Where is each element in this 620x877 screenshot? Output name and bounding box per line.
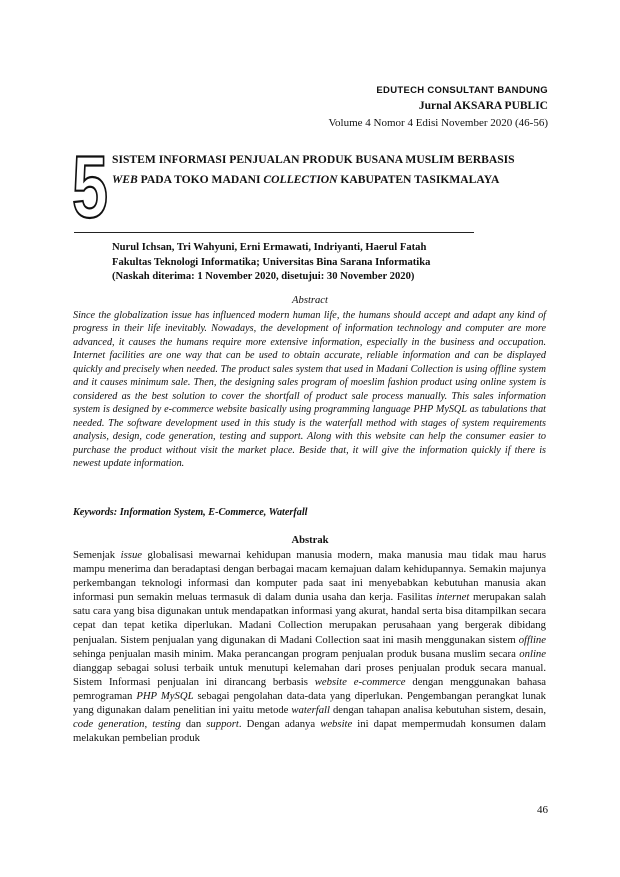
abstrak-italic: internet bbox=[436, 591, 470, 604]
abstrak-text: dengan menggunakan bahasa pemrograman bbox=[73, 675, 546, 702]
abstrak-text: dengan tahapan analisa kebutuhan sistem, desain, bbox=[330, 704, 547, 717]
title-divider bbox=[74, 232, 474, 233]
abstract-heading: Abstract bbox=[292, 295, 328, 306]
volume-info: Volume 4 Nomor 4 Edisi November 2020 (46-56) bbox=[328, 117, 548, 129]
abstract-english: Since the globalization issue has influenced modern human life, the humans should accept and adapt any kind of progress in their life inevitably. Nowadays, the development of information technology and computer are more advanced, it causes the humans require more extensive information, especially in the business and occupation. Internet facilities are one way that can be used to obtain accurate, reliable information and can be displayed quickly and precisely when needed. The product sales system that used in Madani Collection is using offline system and it causes minimum sale. Then, the designing sales program of moeslim fashion product using online system is considered as the best solution to cover the shortfall of product sale process manually. This sales information system is designed by e-commerce website basically using programming language PHP MySQL as tabulations that needed. The software development used in this study is the waterfall method with stages of system requirements analysis, design, code generation, testing and support. Along with this website can help the consumer easier to purchase the product without visit the market place. Beside that, it will give the information quickly if there is newest update information. bbox=[73, 310, 546, 469]
abstrak-text: sehinga penjualan masih minim. Maka perancangan program penjualan produk busana muslim secara bbox=[73, 647, 520, 660]
author-names: Nurul Ichsan, Tri Wahyuni, Erni Ermawati, Indriyanti, Haerul Fatah bbox=[112, 242, 427, 253]
chapter-number: 5 bbox=[72, 141, 108, 225]
title-text-d: KABUPATEN TASIKMALAYA bbox=[337, 173, 500, 186]
abstrak-text: ini dapat mempermudah konsumen dalam melakukan pembelian produk bbox=[73, 718, 546, 745]
abstrak-text: sebagai pengolahan data-data yang diperlukan. Pengembangan perangkat lunak yang digunakan dalam penelitian ini yaitu metode bbox=[73, 689, 546, 717]
abstrak-heading: Abstrak bbox=[291, 535, 329, 546]
title-web: WEB bbox=[112, 173, 138, 186]
publisher-name: EDUTECH CONSULTANT BANDUNG bbox=[376, 85, 548, 96]
abstrak-italic: support bbox=[206, 718, 239, 731]
title-line-2 bbox=[112, 170, 552, 190]
journal-name: Jurnal AKSARA PUBLIC bbox=[418, 100, 548, 112]
chapter-number-badge bbox=[70, 141, 110, 225]
title-text-b: PADA TOKO MADANI bbox=[137, 173, 264, 186]
abstrak-italic: issue bbox=[120, 549, 143, 561]
title-line-1: SISTEM INFORMASI PENJUALAN PRODUK BUSANA MUSLIM BERBASIS bbox=[112, 153, 515, 166]
abstrak-italic: website bbox=[320, 718, 353, 731]
author-affiliation: Fakultas Teknologi Informatika; Universitas Bina Sarana Informatika bbox=[112, 256, 431, 268]
abstrak-text: Semenjak bbox=[73, 549, 121, 561]
abstrak-italic: online bbox=[519, 647, 546, 660]
article-title bbox=[112, 150, 552, 190]
abstrak-italic: code generation bbox=[73, 718, 145, 731]
received-dates: (Naskah diterima: 1 November 2020, disetujui: 30 November 2020) bbox=[112, 271, 415, 282]
abstrak-text: dianggap sebagai solusi terbaik untuk menutupi kelemahan dari proses penjualan produk secara manual. Sistem Informasi penjualan ini dirancang berbasis bbox=[73, 661, 546, 688]
abstrak-italic: PHP MySQL bbox=[136, 689, 194, 702]
abstrak-italic: website e-commerce bbox=[314, 675, 406, 688]
abstrak-text: globalisasi mewarnai kehidupan manusia modern, maka manusia mau tidak mau harus mampu menerima dan beradaptasi dengan berbagai macam kemajuan dalam kehidupannya. Semakin majunya perkembangan teknologi informasi dan komputer pada saat ini menyebabkan kebutuhan manusia akan informasi pun semakin meluas termasuk di dalam dunia usaha dan kerja. Fasilitas bbox=[73, 549, 546, 604]
abstrak-text: merupakan salah satu cara yang bisa digunakan untuk mendapatkan informasi yang akurat, handal serta bisa ditampilkan secara cepat dan tepat ketika diperlukan. Madani Collection merupakan perusahaan yang bergerak dibidang penjualan. Sistem penjualan yang digunakan di Madani Collection saat ini masih menggunakan sistem bbox=[73, 591, 547, 646]
abstrak-italic: testing bbox=[152, 718, 181, 731]
title-collection: COLLECTION bbox=[263, 173, 338, 186]
abstrak-text: , bbox=[144, 718, 153, 731]
abstrak-text: . Dengan adanya bbox=[238, 718, 321, 731]
abstrak-text: dan bbox=[180, 718, 207, 731]
page-number: 46 bbox=[537, 804, 548, 816]
keywords: Keywords: Information System, E-Commerce, Waterfall bbox=[73, 507, 308, 518]
abstrak-indonesian bbox=[73, 548, 546, 745]
abstrak-italic: offline bbox=[518, 633, 546, 646]
abstrak-italic: waterfall bbox=[291, 704, 330, 717]
author-block bbox=[112, 241, 430, 285]
